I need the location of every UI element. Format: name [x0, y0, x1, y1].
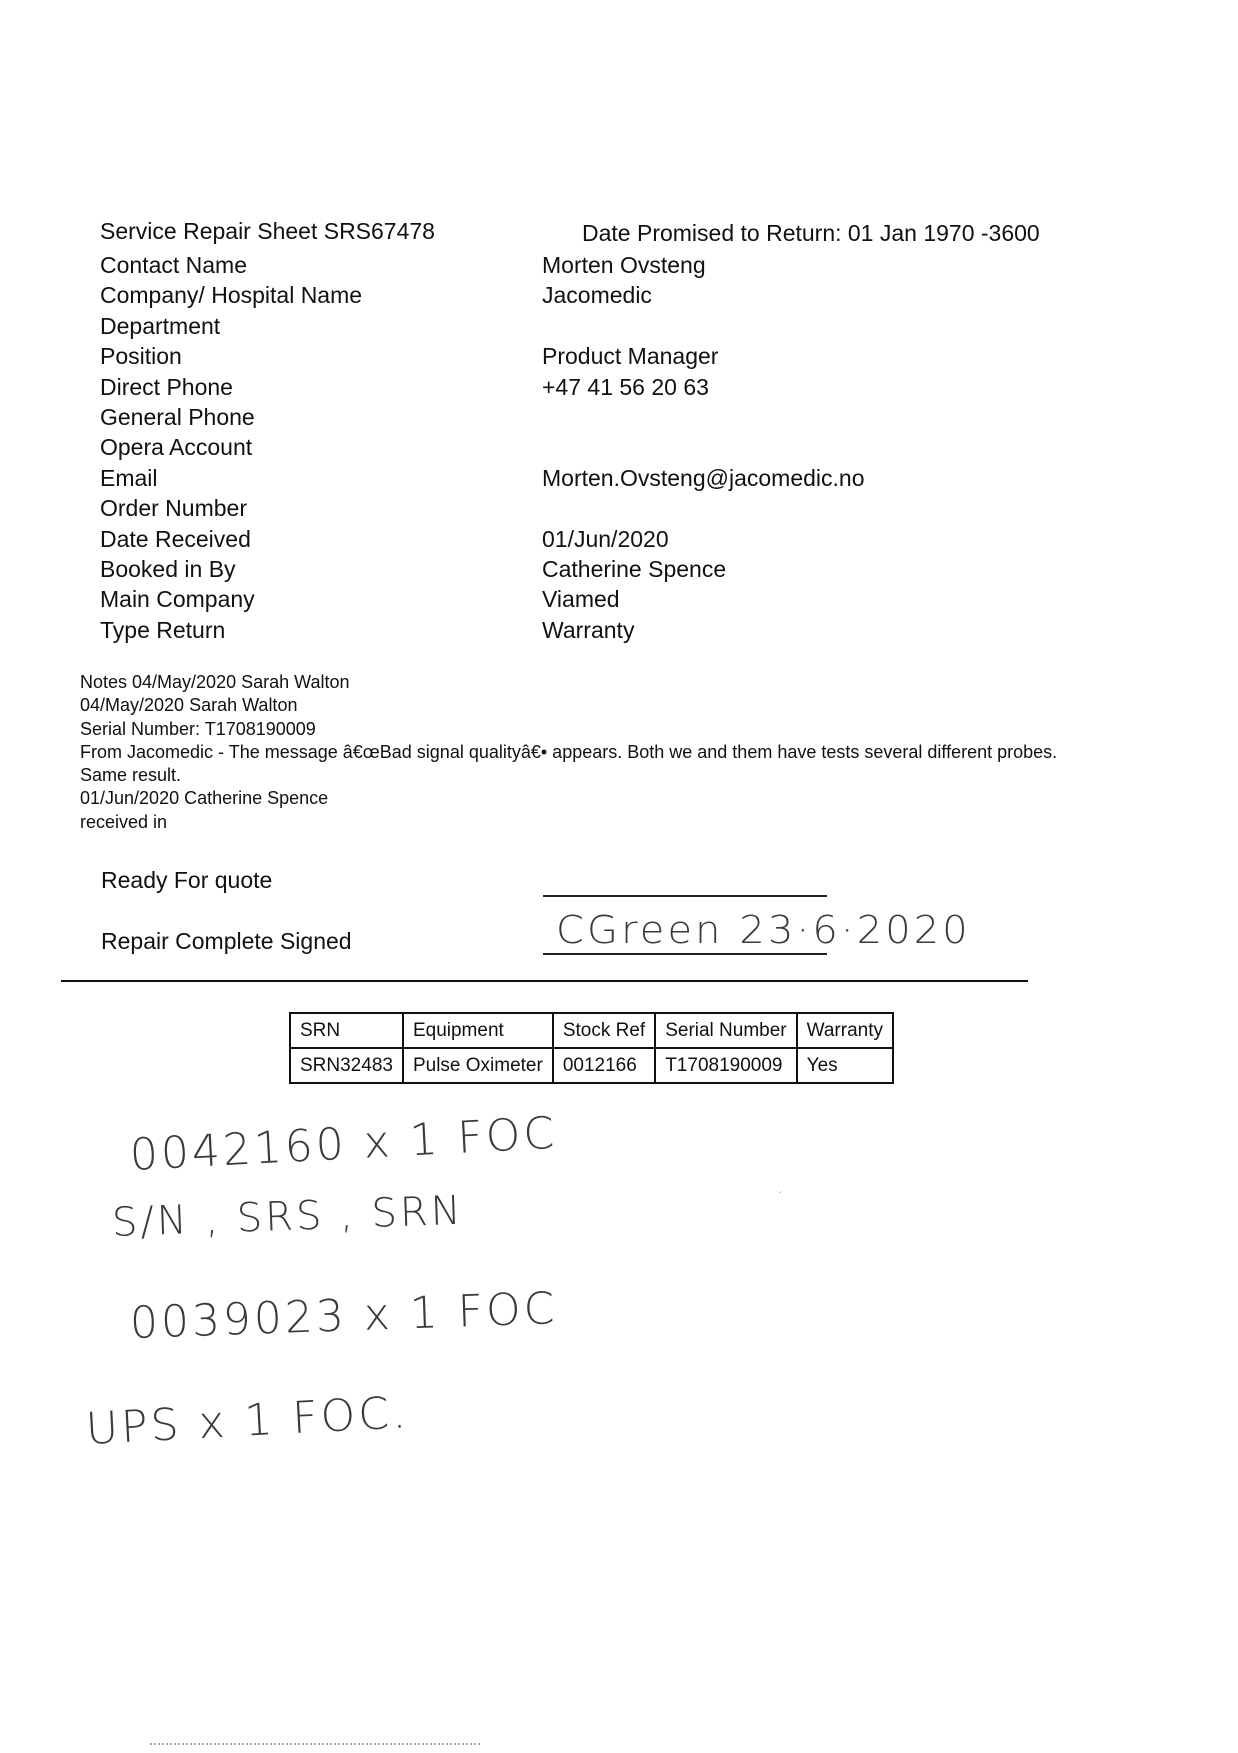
field-opera-account [100, 432, 1100, 462]
field-value: Viamed [542, 586, 620, 613]
handwritten-note: 0039023 x 1 FOC [129, 1283, 559, 1349]
field-type-return [100, 615, 1100, 645]
column-header-equipment: Equipment [403, 1013, 553, 1048]
handwritten-note: 0042160 x 1 FOC [128, 1107, 559, 1181]
field-label: Company/ Hospital Name [100, 282, 363, 309]
field-value: Warranty [542, 616, 635, 643]
field-order-number [100, 493, 1100, 523]
field-label: Direct Phone [100, 373, 233, 400]
field-value: Morten.Ovsteng@jacomedic.no [542, 464, 865, 491]
notes-line: received in [80, 811, 168, 832]
equipment-table [289, 1012, 894, 1084]
field-email [100, 463, 1100, 493]
scan-edge-mark [150, 1743, 480, 1745]
date-promised: Date Promised to Return: 01 Jan 1970 -3600 [582, 220, 1040, 246]
repair-complete-label: Repair Complete Signed [101, 928, 352, 954]
field-label: Opera Account [100, 434, 253, 461]
table-cell: 0012166 [553, 1048, 655, 1083]
table-cell: Yes [797, 1048, 893, 1083]
field-label: Date Received [100, 525, 251, 552]
field-value: Catherine Spence [542, 555, 727, 582]
field-company [100, 280, 1100, 310]
field-label: Type Return [100, 616, 226, 643]
field-label: Order Number [100, 495, 247, 522]
ready-for-quote-signature-line [543, 895, 827, 897]
handwritten-note: UPS x 1 FOC. [84, 1387, 411, 1455]
ready-for-quote-label: Ready For quote [101, 867, 273, 893]
table-cell: T1708190009 [655, 1048, 796, 1083]
field-contact-name [100, 250, 1100, 280]
field-value: Product Manager [542, 343, 719, 370]
column-header-serial-number: Serial Number [655, 1013, 796, 1048]
notes-line: From Jacomedic - The message â€œBad signal qualityâ€• appears. Both we and them have tests several different probes. [80, 741, 1058, 762]
field-label: General Phone [100, 403, 255, 430]
field-label: Main Company [100, 586, 255, 613]
field-label: Contact Name [100, 252, 248, 278]
repair-complete-signature: CGreen 23·6·2020 [556, 908, 971, 952]
repair-complete-signature-line [543, 953, 827, 955]
table-cell: Pulse Oximeter [403, 1048, 553, 1083]
field-value: Morten Ovsteng [542, 252, 706, 278]
sheet-title: Service Repair Sheet SRS67478 [100, 218, 435, 244]
field-general-phone [100, 402, 1100, 432]
notes-block [80, 671, 1190, 834]
handwritten-note: S/N , SRS , SRN [111, 1187, 465, 1246]
notes-line: 04/May/2020 Sarah Walton [80, 695, 298, 716]
table-cell: SRN32483 [290, 1048, 403, 1083]
field-value: Jacomedic [542, 282, 652, 309]
field-date-received [100, 524, 1100, 554]
field-value: 01/Jun/2020 [542, 525, 669, 552]
field-label: Booked in By [100, 555, 236, 582]
section-divider [61, 980, 1028, 982]
column-header-warranty: Warranty [797, 1013, 893, 1048]
field-direct-phone [100, 372, 1100, 402]
contact-fields [100, 250, 1100, 645]
field-position [100, 341, 1100, 371]
field-label: Position [100, 343, 182, 370]
column-header-srn: SRN [290, 1013, 403, 1048]
table-header-row [290, 1013, 893, 1048]
table-row [290, 1048, 893, 1083]
field-main-company [100, 584, 1100, 614]
field-value: +47 41 56 20 63 [542, 373, 709, 400]
column-header-stock-ref: Stock Ref [553, 1013, 655, 1048]
field-label: Department [100, 312, 221, 339]
notes-line: Notes 04/May/2020 Sarah Walton [80, 672, 350, 692]
field-booked-in-by [100, 554, 1100, 584]
notes-line: Serial Number: T1708190009 [80, 718, 316, 739]
notes-line: 01/Jun/2020 Catherine Spence [80, 788, 329, 809]
field-department [100, 311, 1100, 341]
notes-line: Same result. [80, 765, 182, 786]
field-label: Email [100, 464, 158, 491]
